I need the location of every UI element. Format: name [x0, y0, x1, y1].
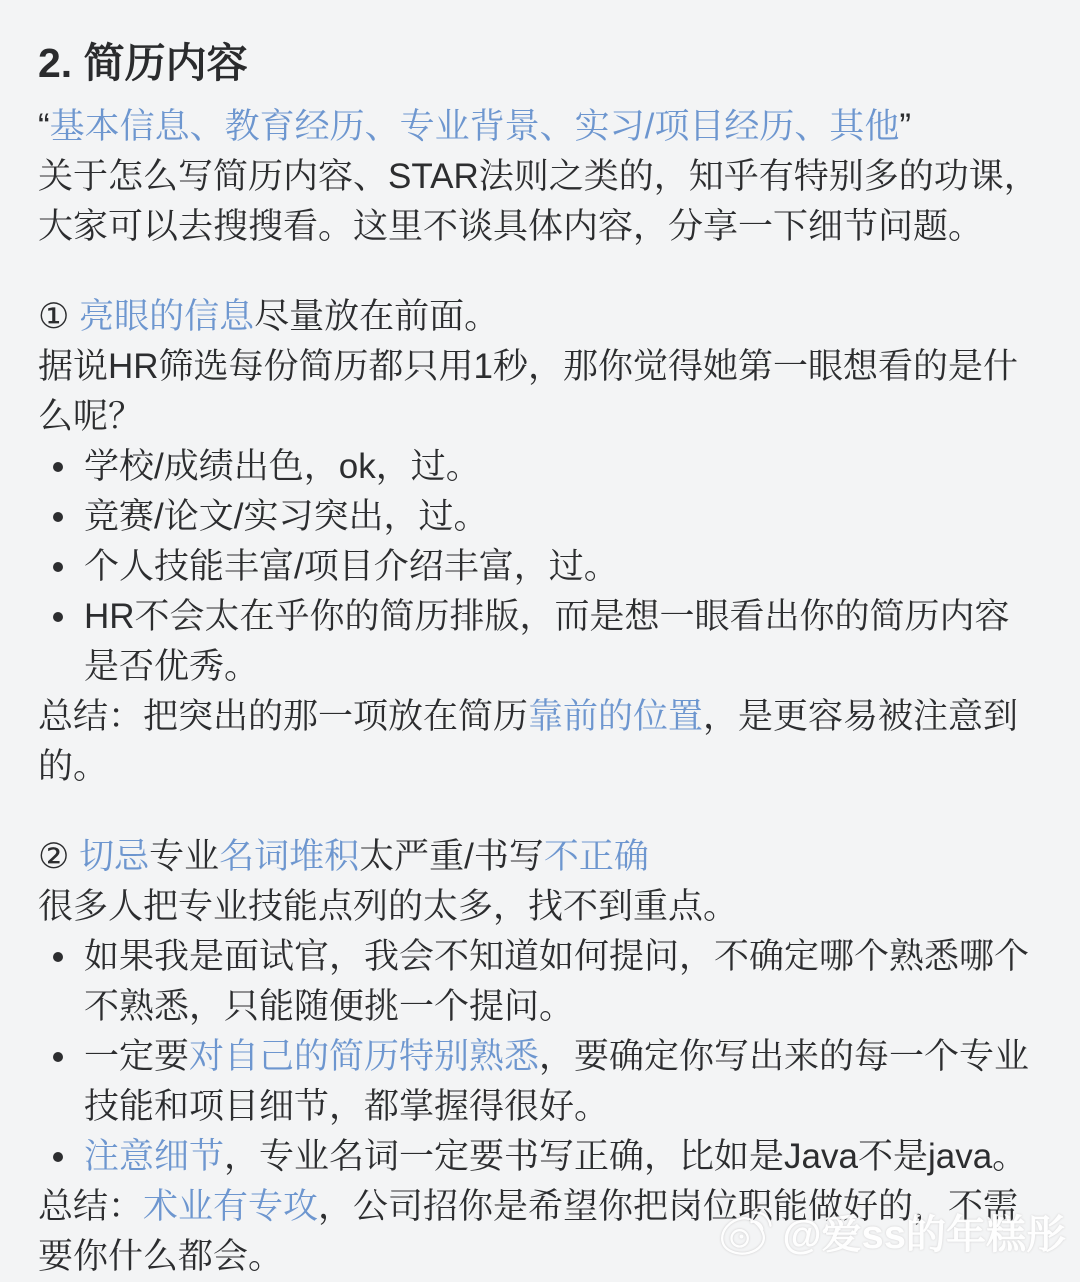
bullet-icon — [53, 562, 63, 572]
inline-link[interactable]: 术业有专攻 — [143, 1187, 319, 1226]
list-item — [38, 442, 1042, 492]
quote-line — [38, 102, 1042, 152]
inline-text: ，公司招你是希望你把岗位职能做好的，不需要你什么都会。 — [38, 1187, 1019, 1276]
inline-link[interactable]: 靠前的位置 — [528, 697, 704, 736]
list-item — [38, 492, 1042, 542]
inline-text: ① — [38, 297, 80, 336]
inline-text: HR不会太在乎你的简历排版，而是想一眼看出你的简历内容是否优秀。 — [84, 597, 1010, 686]
inline-link[interactable]: 基本信息、教育经历、专业背景、实习/项目经历、其他 — [49, 107, 900, 146]
watermark-handle: @爱ss的年糕彤 — [782, 1213, 1066, 1257]
inline-link[interactable]: 切忌 — [79, 837, 150, 876]
list-item-text — [84, 447, 481, 486]
list-item-text — [84, 937, 1029, 1026]
inline-text: 如果我是面试官，我会不知道如何提问，不确定哪个熟悉哪个不熟悉，只能随便挑一个提问。 — [84, 937, 1030, 1026]
list-item-text — [84, 497, 488, 536]
inline-link[interactable]: 不正确 — [543, 837, 649, 876]
inline-text: ② — [38, 837, 80, 876]
section-1-summary — [38, 692, 1042, 792]
inline-link[interactable]: 注意细节 — [84, 1137, 225, 1176]
inline-text: 总结： — [38, 1187, 144, 1226]
bullet-icon — [53, 952, 63, 962]
list-item-text — [84, 1137, 1027, 1176]
list-item — [38, 1132, 1042, 1182]
inline-text: 个人技能丰富/项目介绍丰富，过。 — [84, 547, 619, 586]
inline-text: “ — [38, 107, 50, 146]
section-1-lead: 据说HR筛选每份简历都只用1秒，那你觉得她第一眼想看的是什么呢？ — [38, 347, 1019, 436]
weibo-icon — [717, 1206, 775, 1258]
intro-paragraph: 关于怎么写简历内容、STAR法则之类的，知乎有特别多的功课，大家可以去搜搜看。这里不谈具体内容，分享一下细节问题。 — [38, 157, 1039, 246]
bullet-icon — [53, 1052, 63, 1062]
list-item-text — [84, 1037, 1029, 1126]
list-item — [38, 592, 1042, 692]
inline-text: 总结：把突出的那一项放在简历 — [38, 697, 529, 736]
section-2-bullet-list — [38, 932, 1042, 1182]
list-item — [38, 1032, 1042, 1132]
inline-text: 太严重/书写 — [359, 837, 544, 876]
list-item — [38, 932, 1042, 1032]
inline-text: 一定要 — [84, 1037, 190, 1076]
page-title: 2. 简历内容 — [38, 40, 248, 86]
inline-text: 竞赛/论文/实习突出，过。 — [84, 497, 489, 536]
bullet-icon — [53, 512, 63, 522]
inline-link[interactable]: 对自己的简历特别熟悉 — [189, 1037, 540, 1076]
inline-link[interactable]: 亮眼的信息 — [79, 297, 255, 336]
bullet-icon — [53, 612, 63, 622]
inline-text: ” — [899, 107, 912, 146]
list-item-text — [84, 597, 1010, 686]
inline-link[interactable]: 名词堆积 — [219, 837, 360, 876]
inline-text: 专业 — [149, 837, 220, 876]
section-1-heading — [38, 292, 1042, 342]
inline-text: 学校/成绩出色，ok，过。 — [84, 447, 481, 486]
list-item — [38, 542, 1042, 592]
inline-text: ，专业名词一定要书写正确，比如是Java不是java。 — [224, 1137, 1028, 1176]
section-1-bullet-list — [38, 442, 1042, 692]
section-2-lead: 很多人把专业技能点列的太多，找不到重点。 — [38, 887, 739, 926]
inline-text: ，是更容易被注意到的。 — [38, 697, 1019, 786]
section-2-heading — [38, 832, 1042, 882]
bullet-icon — [53, 462, 63, 472]
watermark — [717, 1203, 1067, 1260]
inline-text: 尽量放在前面。 — [254, 297, 500, 336]
section-highlight-info — [38, 292, 1042, 792]
list-item-text — [84, 547, 619, 586]
bullet-icon — [53, 1152, 63, 1162]
inline-text: ，要确定你写出来的每一个专业技能和项目细节，都掌握得很好。 — [84, 1037, 1030, 1126]
